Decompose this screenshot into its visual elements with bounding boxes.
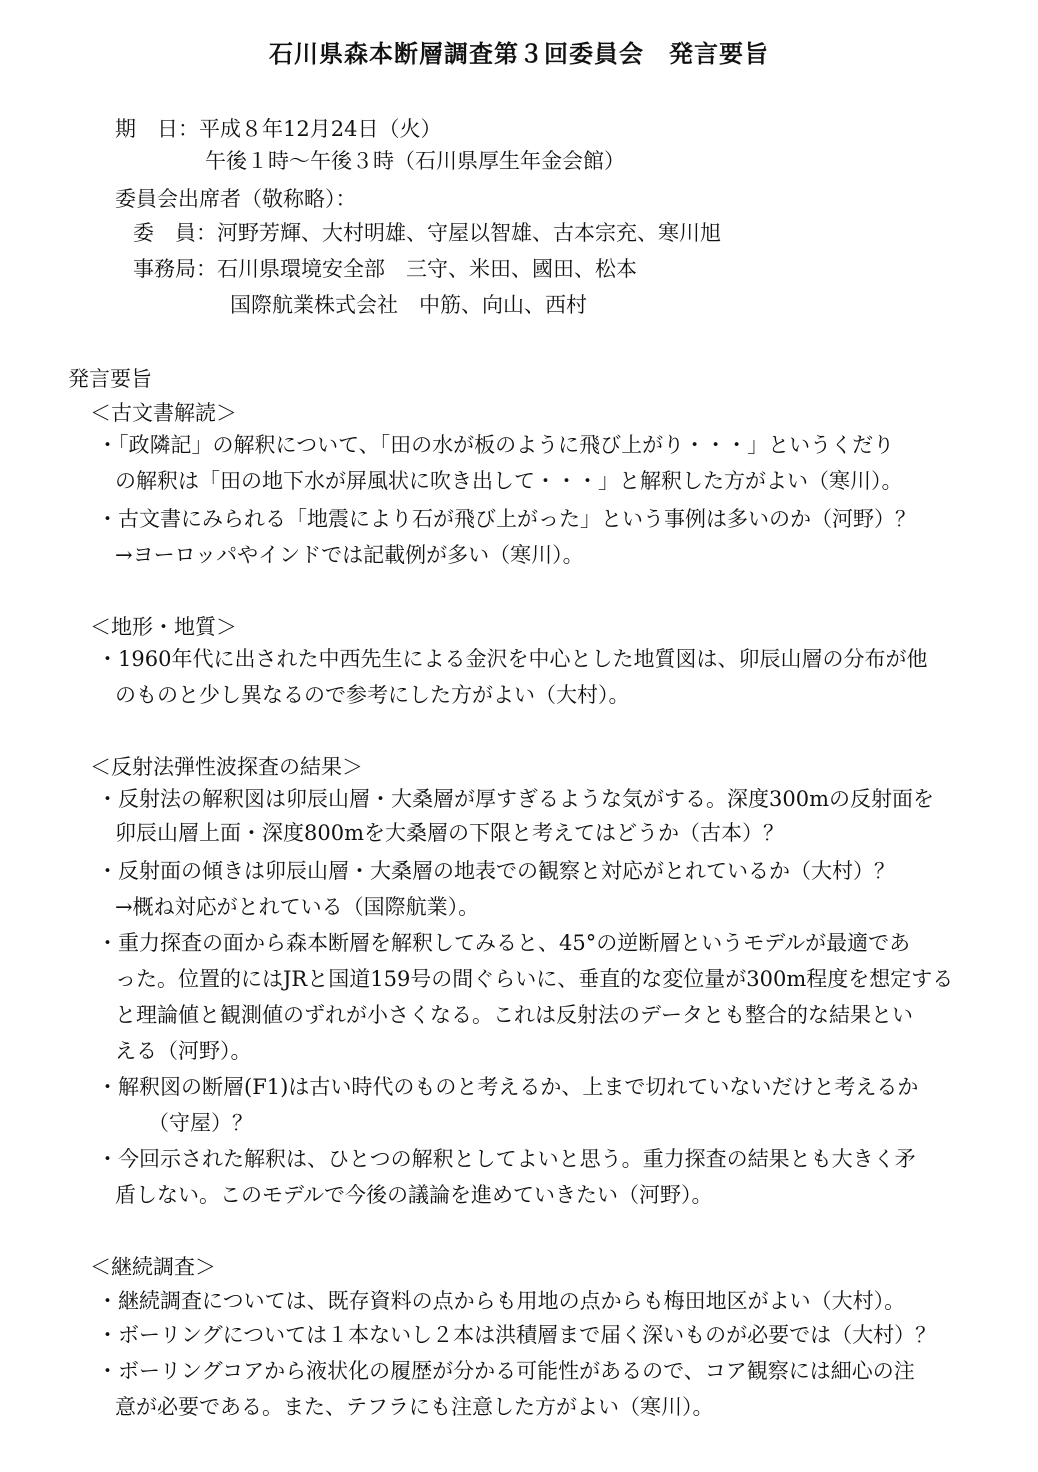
section-line: ・ボーリングコアから液状化の履歴が分かる可能性があるので、コア観察には細心の注 [97,1359,915,1383]
contractor-members: 国際航業株式会社 中筋、向山、西村 [230,293,587,317]
section-line: ・継続調査については、既存資料の点からも用地の点からも梅田地区がよい（大村）。 [97,1289,906,1313]
section-line: ・ボーリングについては１本ないし２本は洪積層まで届く深いものが必要では（大村）？ [97,1323,937,1347]
section-line: ・今回示された解釈は、ひとつの解釈としてよいと思う。重力探査の結果とも大きく矛 [97,1147,916,1171]
section-line: （守屋）？ [148,1111,253,1135]
section-line: った。位置的にはJRと国道159号の間ぐらいに、垂直的な変位量が300m程度を想定する [115,967,954,991]
section-heading-seismic-reflection: ＜反射法弾性波探査の結果＞ [90,755,363,779]
attendees-label: 委員会出席者（敬称略）： [115,187,357,211]
secretariat-members: 事務局：石川県環境安全部 三守、米田、國田、松本 [133,257,637,281]
meeting-time: 午後１時～午後３時（石川県厚生年金会館） [205,149,625,173]
section-line: のものと少し異なるので参考にした方がよい（大村）。 [115,683,630,707]
section-line: ・1960年代に出された中西先生による金沢を中心とした地質図は、卯辰山層の分布が他 [97,647,928,671]
section-line: の解釈は「田の地下水が屏風状に吹き出して・・・」と解釈した方がよい（寒川）。 [115,469,903,493]
section-heading-continued-survey: ＜継続調査＞ [90,1255,216,1279]
summary-label: 発言要旨 [68,367,152,391]
section-line: と理論値と観測値のずれが小さくなる。これは反射法のデータとも整合的な結果とい [115,1003,913,1027]
section-line: →概ね対応がとれている（国際航業）。 [115,895,480,919]
section-line: ・重力探査の面から森本断層を解釈してみると、45°の逆断層というモデルが最適であ [97,931,911,955]
section-line: ・「政隣記」の解釈について、「田の水が板のように飛び上がり・・・」というくだり [97,433,895,457]
section-line: →ヨーロッパやインドでは記載例が多い（寒川）。 [115,543,584,567]
section-heading-topography-geology: ＜地形・地質＞ [90,615,237,639]
section-heading-old-documents: ＜古文書解読＞ [90,401,237,425]
section-line: 卯辰山層上面・深度800mを大桑層の下限と考えてはどうか（古本）？ [115,821,784,845]
section-line: ・反射面の傾きは卯辰山層・大桑層の地表での観察と対応がとれているか（大村）？ [97,859,895,883]
section-line: 盾しない。このモデルで今後の議論を進めていきたい（河野）。 [115,1183,713,1207]
section-line: ・解釈図の断層(F1)は古い時代のものと考えるか、上まで切れていないだけと考えるか [97,1075,919,1099]
committee-members: 委 員：河野芳輝、大村明雄、守屋以智雄、古本宗充、寒川旭 [133,221,721,245]
meeting-date: 期 日：平成８年12月24日（火） [115,117,442,141]
document-title: 石川県森本断層調査第３回委員会 発言要旨 [269,40,769,68]
section-line: ・古文書にみられる「地震により石が飛び上がった」という事例は多いのか（河野）？ [97,507,916,531]
section-line: 意が必要である。また、テフラにも注意した方がよい（寒川）。 [115,1395,714,1419]
section-line: える（河野）。 [115,1039,252,1063]
section-line: ・反射法の解釈図は卯辰山層・大桑層が厚すぎるような気がする。深度300mの反射面を [97,787,934,811]
